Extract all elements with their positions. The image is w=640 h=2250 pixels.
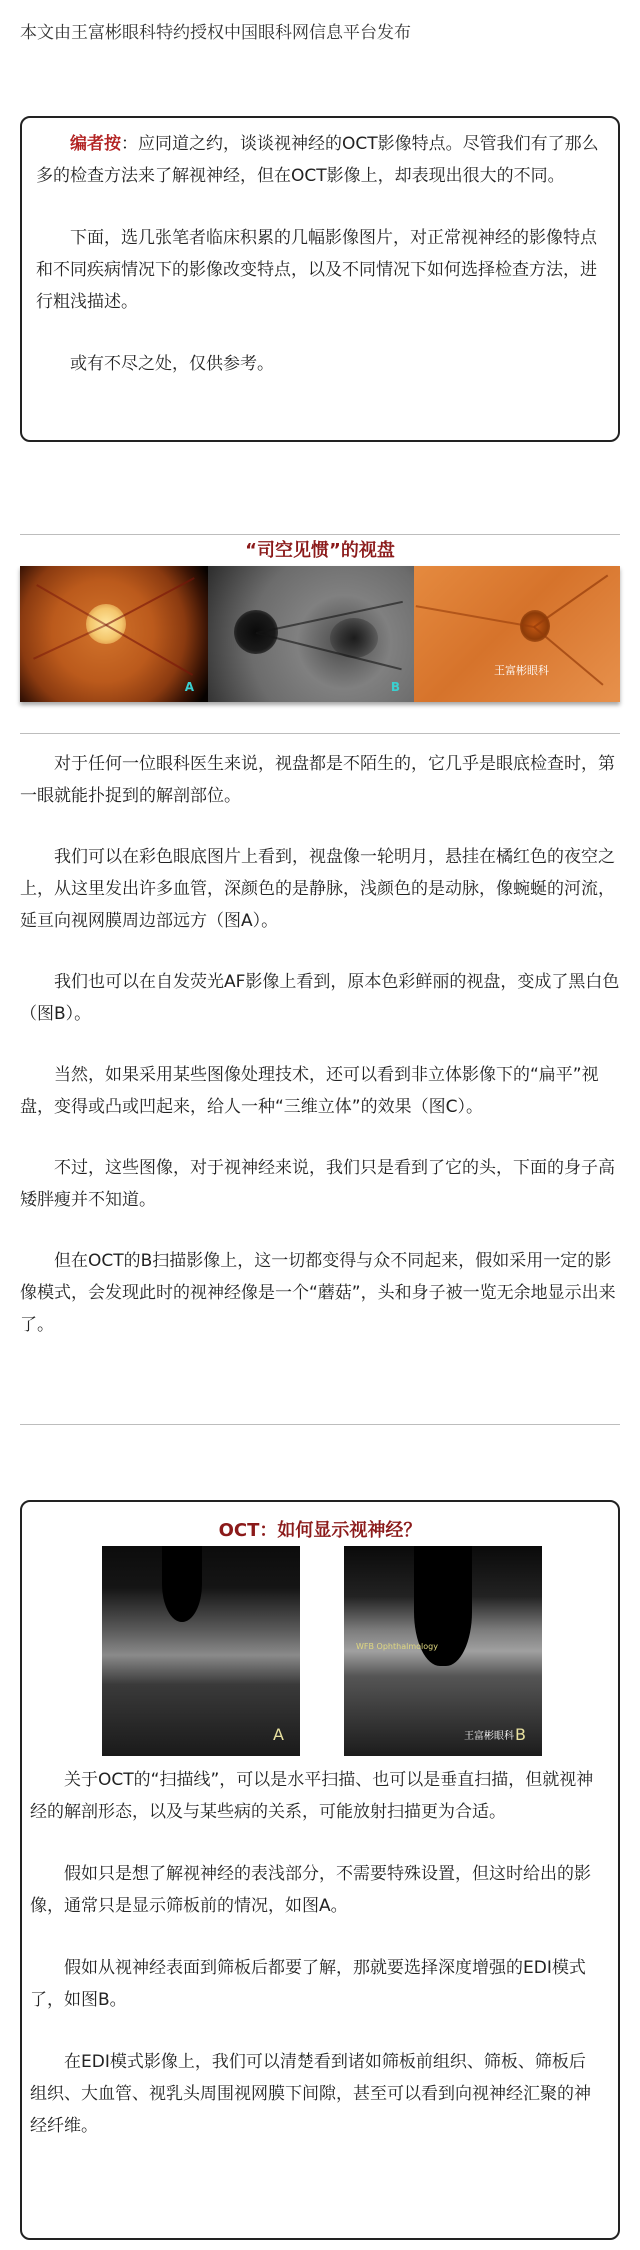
oct-scan-image-b (344, 1546, 542, 1756)
watermark: 王富彬眼科 (464, 1731, 514, 1742)
image-caption-text: WFB Ophthalmology (356, 1642, 438, 1651)
body-paragraph: 关于OCT的“扫描线”，可以是水平扫描、也可以是垂直扫描，但就视神经的解剖形态，以及与某些病的关系，可能放射扫描更为合适。 (30, 1770, 594, 1822)
oct-scan-image-a (102, 1546, 300, 1756)
divider (20, 534, 620, 535)
editor-note-paragraph (36, 128, 604, 192)
body-paragraph: 对于任何一位眼科医生来说，视盘都是不陌生的，它几乎是眼底检查时，第一眼就能扑捉到的解剖部位。 (20, 754, 615, 806)
divider (20, 733, 620, 734)
body-paragraph: 我们可以在彩色眼底图片上看到，视盘像一轮明月，悬挂在橘红色的夜空之上，从这里发出许多血管，深颜色的是静脉，浅颜色的是动脉，像蜿蜒的河流，延亘向视网膜周边部远方（图A）。 (20, 847, 615, 931)
oct-section-body (30, 1764, 600, 2172)
body-paragraph: 不过，这些图像，对于视神经来说，我们只是看到了它的头，下面的身子高矮胖瘦并不知道。 (20, 1158, 615, 1210)
body-paragraph: 我们也可以在自发荧光AF影像上看到，原本色彩鲜丽的视盘，变成了黑白色（图B）。 (20, 972, 620, 1024)
optic-cup (162, 1546, 202, 1622)
editor-note-text: ：应同道之约，谈谈视神经的OCT影像特点。尽管我们有了那么多的检查方法来了解视神经，但在OCT影像上，却表现出很大的不同。 (36, 134, 599, 186)
optic-disc-section-body (20, 748, 620, 1370)
autofluorescence-image (208, 566, 414, 702)
section-title: OCT：如何显示视神经？ (218, 1520, 422, 1541)
panel-label-b: B (390, 680, 400, 694)
optic-disc-image-strip (20, 566, 620, 702)
embossed-fundus-image (414, 566, 620, 702)
image-label-b: B (515, 1725, 526, 1744)
editor-note-lead: 编者按 (70, 134, 121, 154)
color-fundus-image (20, 566, 208, 702)
editor-note-paragraph: 或有不尽之处，仅供参考。 (70, 354, 274, 374)
body-paragraph: 假如只是想了解视神经的表浅部分，不需要特殊设置，但这时给出的影像，通常只是显示筛板前的情况，如图A。 (30, 1864, 591, 1916)
divider (20, 1424, 620, 1425)
image-label-a: A (273, 1725, 284, 1744)
panel-label-a: A (184, 680, 194, 694)
body-paragraph: 当然，如果采用某些图像处理技术，还可以看到非立体影像下的“扁平”视盘，变得或凸或凹起来，给人一种“三维立体”的效果（图C）。 (20, 1065, 599, 1117)
editor-note-box (20, 116, 620, 442)
body-paragraph: 在EDI模式影像上，我们可以清楚看到诸如筛板前组织、筛板、筛板后组织、大血管、视乳头周围视网膜下间隙，甚至可以看到向视神经汇聚的神经纤维。 (30, 2052, 591, 2136)
watermark: 王富彬眼科 (494, 664, 549, 677)
body-paragraph: 但在OCT的B扫描影像上，这一切都变得与众不同起来，假如采用一定的影像模式，会发现此时的视神经像是一个“蘑菇”，头和身子被一览无余地显示出来了。 (20, 1251, 616, 1335)
editor-note-paragraph: 下面，选几张笔者临床积累的几幅影像图片，对正常视神经的影像特点和不同疾病情况下的影像改变特点，以及不同情况下如何选择检查方法，进行粗浅描述。 (36, 228, 597, 312)
source-line: 本文由王富彬眼科特约授权中国眼科网信息平台发布 (20, 23, 411, 43)
body-paragraph: 假如从视神经表面到筛板后都要了解，那就要选择深度增强的EDI模式了，如图B。 (30, 1958, 586, 2010)
oct-section-box (20, 1500, 620, 2240)
section-title: “司空见惯”的视盘 (245, 540, 395, 561)
